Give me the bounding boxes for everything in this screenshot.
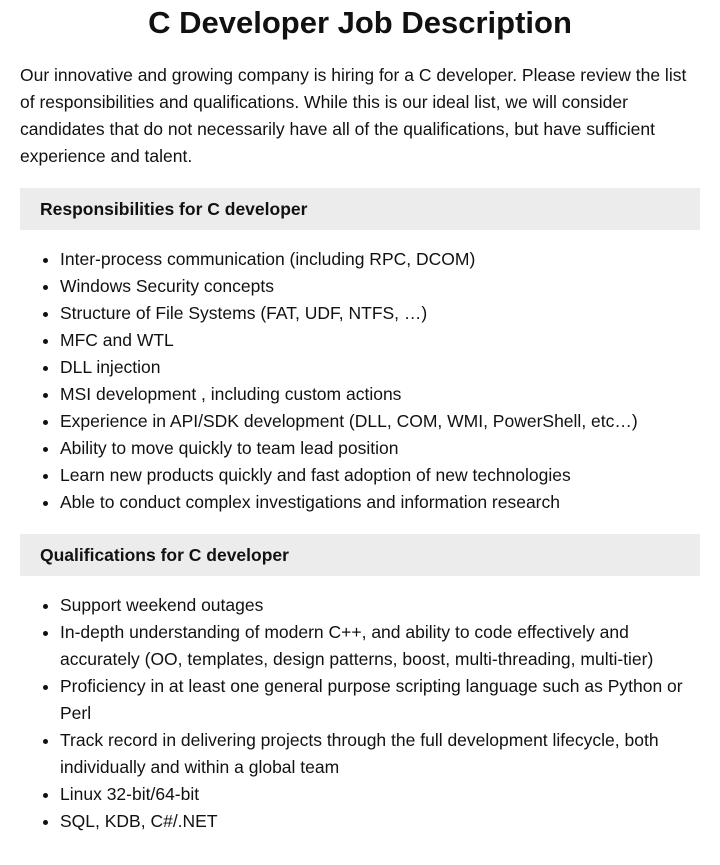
qualifications-list [20, 592, 700, 835]
list-item: • SQL, KDB, C#/.NET [60, 808, 700, 835]
list-item: • Learn new products quickly and fast adoption of new technologies [60, 462, 700, 489]
list-item: • Support weekend outages [60, 592, 700, 619]
list-item: • Proficiency in at least one general purpose scripting language such as Python or Perl [60, 673, 700, 727]
list-item: • Track record in delivering projects through the full development lifecycle, both individually and within a global team [60, 727, 700, 781]
list-item: • Ability to move quickly to team lead position [60, 435, 700, 462]
responsibilities-list [20, 246, 700, 516]
responsibilities-heading: Responsibilities for C developer [20, 188, 700, 230]
page-title: C Developer Job Description [148, 5, 572, 40]
list-item: • MSI development , including custom actions [60, 381, 700, 408]
list-item: • Experience in API/SDK development (DLL, COM, WMI, PowerShell, etc…) [60, 408, 700, 435]
qualifications-heading: Qualifications for C developer [20, 534, 700, 576]
list-item: • MFC and WTL [60, 327, 700, 354]
list-item: • Able to conduct complex investigations and information research [60, 489, 700, 516]
list-item: • Structure of File Systems (FAT, UDF, NTFS, …) [60, 300, 700, 327]
list-item: • Inter-process communication (including RPC, DCOM) [60, 246, 700, 273]
list-item: • DLL injection [60, 354, 700, 381]
list-item: • Linux 32-bit/64-bit [60, 781, 700, 808]
list-item: • In-depth understanding of modern C++, and ability to code effectively and accurately (OO, templates, design patterns, boost, multi-threading, multi-tier) [60, 619, 700, 673]
list-item: • Windows Security concepts [60, 273, 700, 300]
intro-paragraph: Our innovative and growing company is hiring for a C developer. Please review the list of responsibilities and qualifications. While this is our ideal list, we will consider candidates that do not necessarily have all of the qualifications, but have sufficient experience and talent. [20, 65, 687, 166]
